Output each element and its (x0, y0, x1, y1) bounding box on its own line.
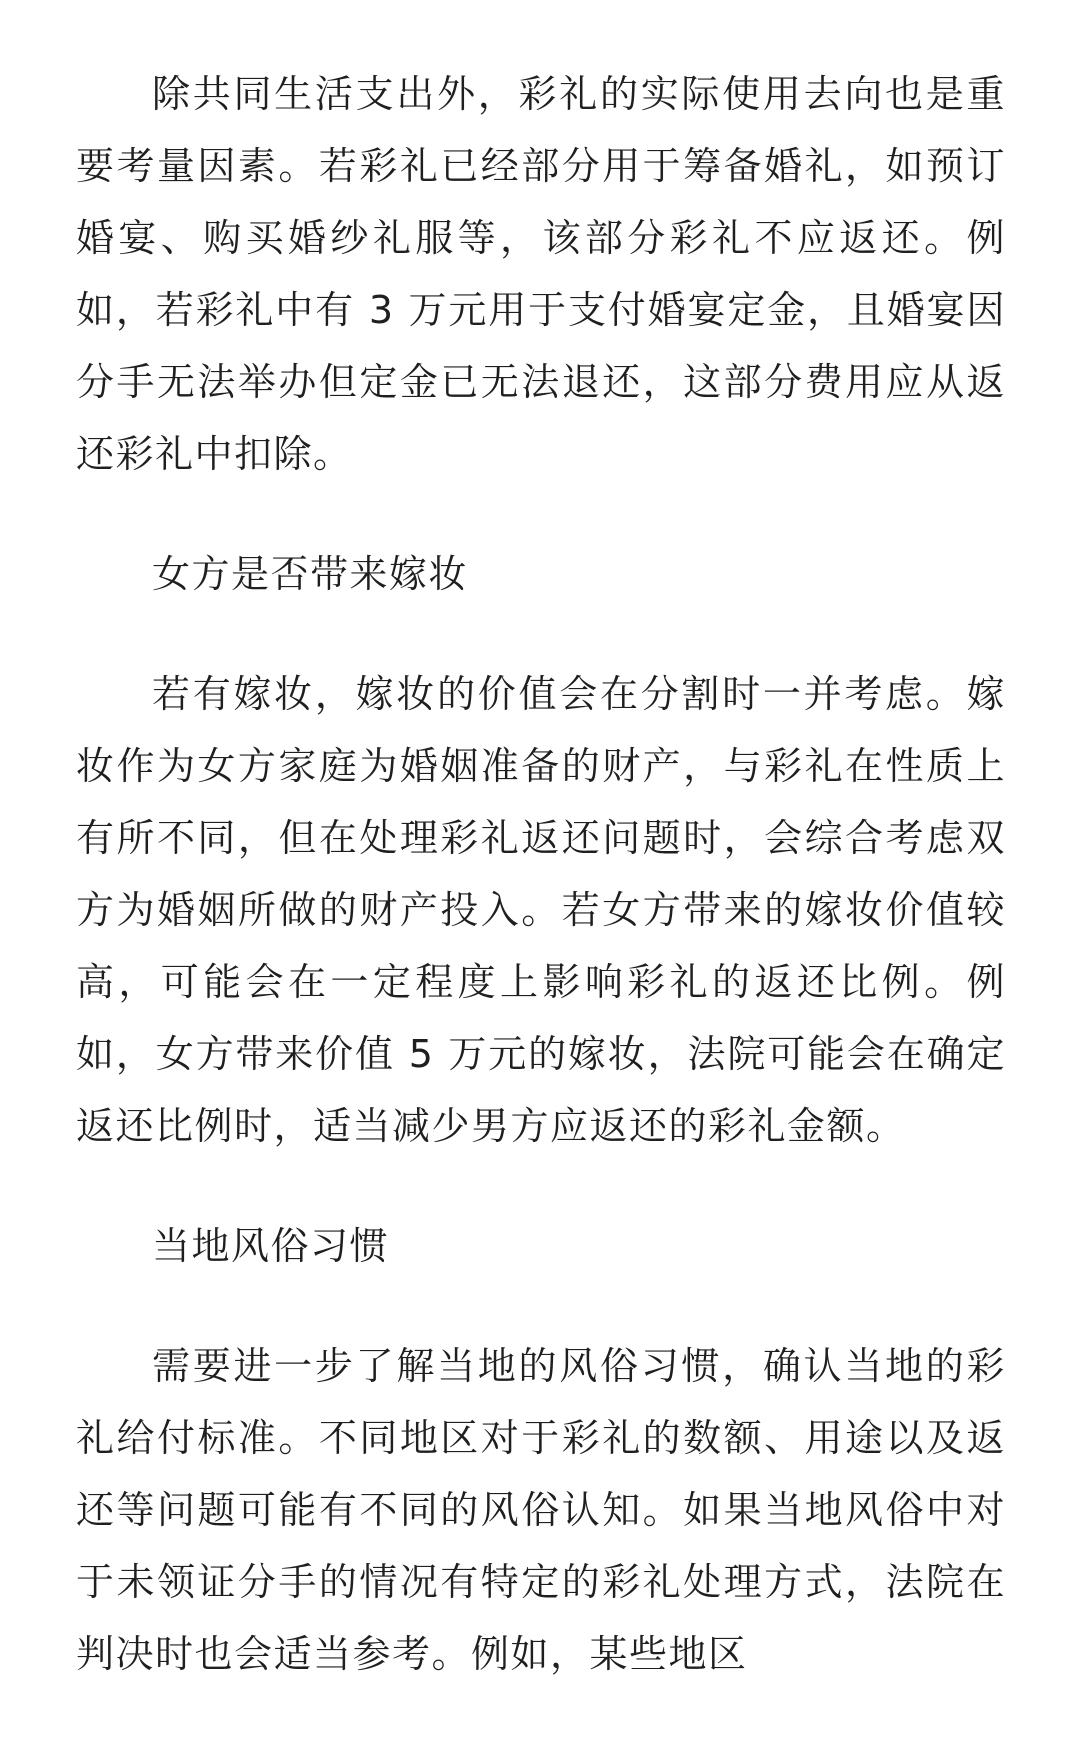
paragraph-dowry: 若有嫁妆，嫁妆的价值会在分割时一并考虑。嫁妆作为女方家庭为婚姻准备的财产，与彩礼在性质上有所不同，但在处理彩礼返还问题时，会综合考虑双方为婚姻所做的财产投入。若女方带来的嫁妆价值较高，可能会在一定程度上影响彩礼的返还比例。例如，女方带来价值 5 万元的嫁妆，法院可能会在确定返还比例时，适当减少男方应返还的彩礼金额。 (76, 672, 1006, 1148)
article-body (76, 58, 1006, 1738)
paragraph-local-customs: 需要进一步了解当地的风俗习惯，确认当地的彩礼给付标准。不同地区对于彩礼的数额、用途以及返还等问题可能有不同的风俗认知。如果当地风俗中对于未领证分手的情况有特定的彩礼处理方式，法院在判决时也会适当参考。例如，某些地区 (76, 1344, 1006, 1676)
section-heading-local-customs: 当地风俗习惯 (152, 1224, 390, 1268)
section-heading-dowry: 女方是否带来嫁妆 (152, 552, 469, 596)
paragraph-usage-of-betrothal-gift: 除共同生活支出外，彩礼的实际使用去向也是重要考量因素。若彩礼已经部分用于筹备婚礼，如预订婚宴、购买婚纱礼服等，该部分彩礼不应返还。例如，若彩礼中有 3 万元用于支付婚宴定金，且婚宴因分手无法举办但定金已无法退还，这部分费用应从返还彩礼中扣除。 (76, 72, 1006, 476)
